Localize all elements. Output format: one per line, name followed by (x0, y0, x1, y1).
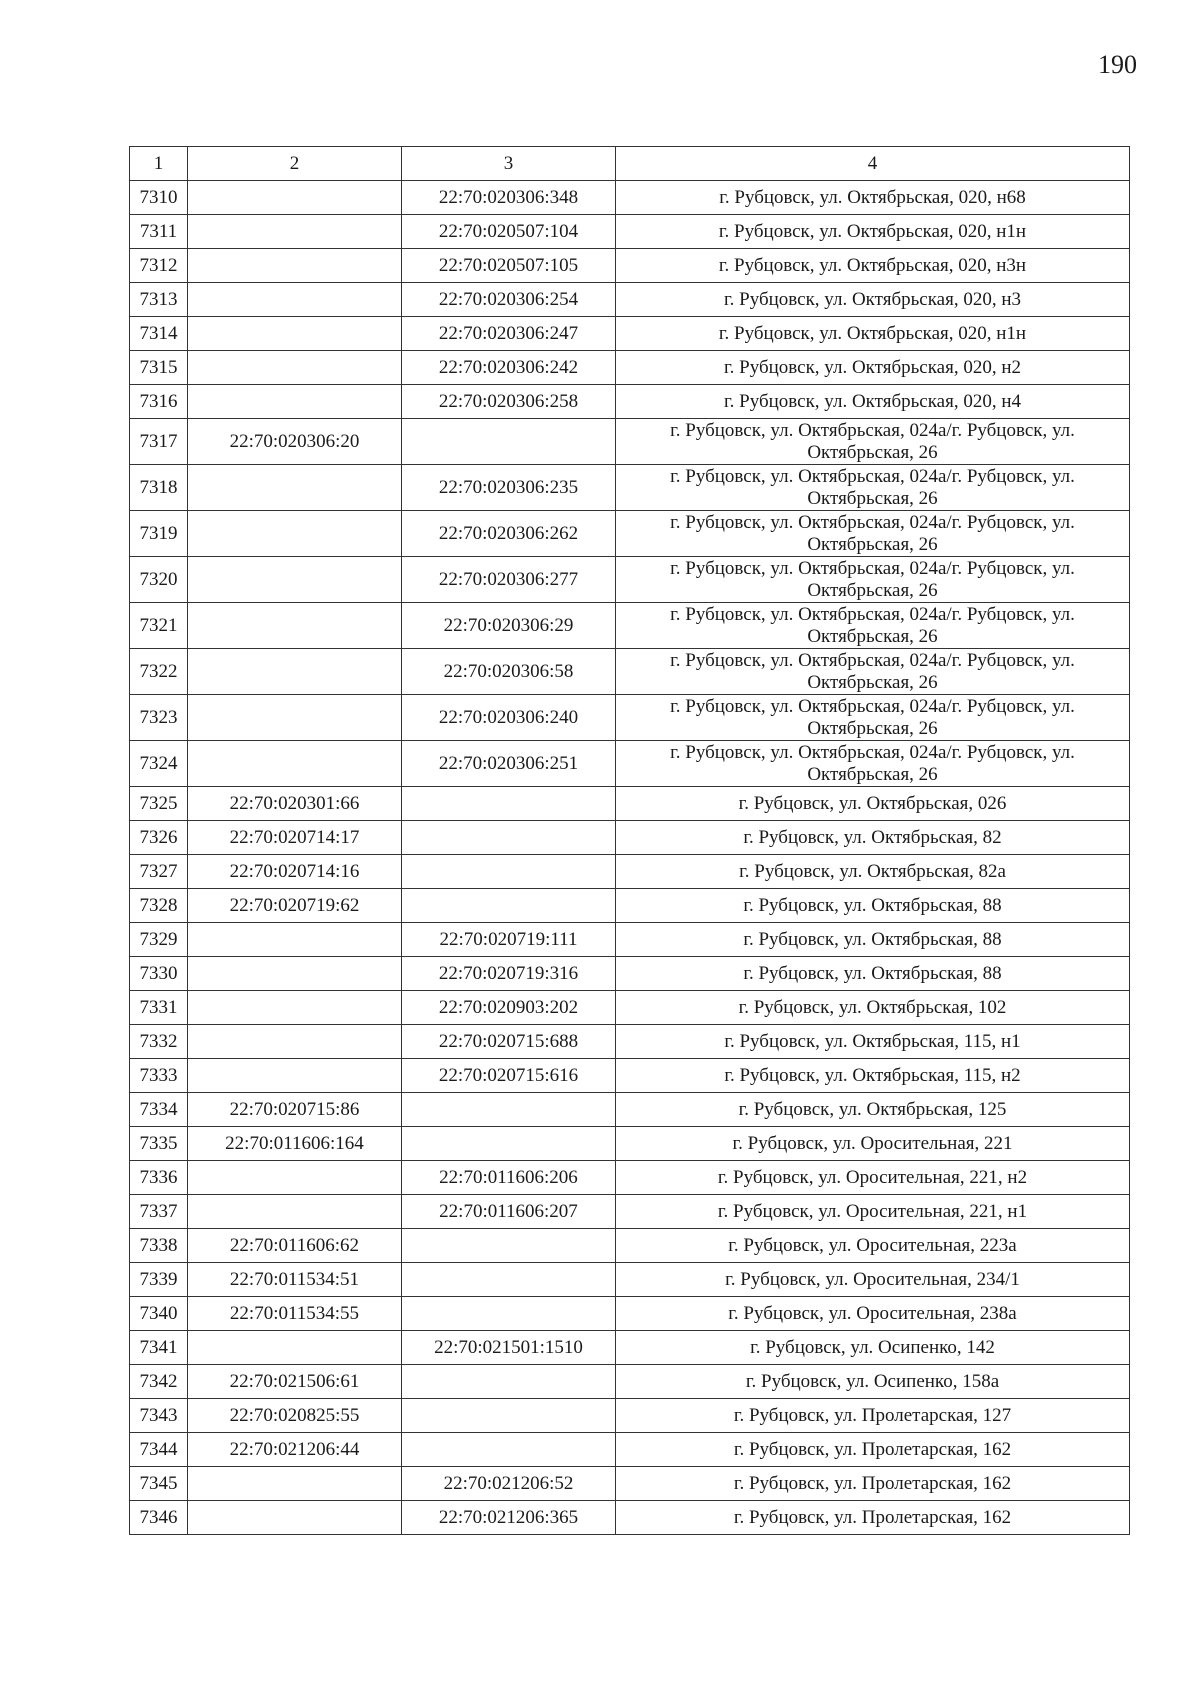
cadastral-number-cell: 22:70:020825:55 (188, 1399, 402, 1433)
row-number-cell: 7333 (130, 1059, 188, 1093)
address-cell: г. Рубцовск, ул. Октябрьская, 88 (616, 923, 1130, 957)
cadastral-number-cell: 22:70:020306:240 (402, 695, 616, 741)
table-row (130, 1093, 1130, 1127)
table-row (130, 511, 1130, 557)
cadastral-number-cell (402, 1127, 616, 1161)
table-row (130, 957, 1130, 991)
cadastral-number-cell (188, 695, 402, 741)
table-row (130, 215, 1130, 249)
row-number-cell: 7340 (130, 1297, 188, 1331)
cadastral-number-cell (402, 1263, 616, 1297)
cadastral-number-cell: 22:70:011534:55 (188, 1297, 402, 1331)
row-number-cell: 7336 (130, 1161, 188, 1195)
row-number-cell: 7314 (130, 317, 188, 351)
table-row (130, 1467, 1130, 1501)
row-number-cell: 7326 (130, 821, 188, 855)
address-cell: г. Рубцовск, ул. Октябрьская, 024а/г. Рубцовск, ул. Октябрьская, 26 (616, 603, 1130, 649)
cadastral-number-cell: 22:70:021506:61 (188, 1365, 402, 1399)
address-cell: г. Рубцовск, ул. Оросительная, 221, н1 (616, 1195, 1130, 1229)
row-number-cell: 7337 (130, 1195, 188, 1229)
row-number-cell: 7341 (130, 1331, 188, 1365)
address-cell: г. Рубцовск, ул. Пролетарская, 162 (616, 1467, 1130, 1501)
table-row (130, 1229, 1130, 1263)
row-number-cell: 7342 (130, 1365, 188, 1399)
row-number-cell: 7316 (130, 385, 188, 419)
address-cell: г. Рубцовск, ул. Октябрьская, 020, н68 (616, 181, 1130, 215)
property-registry-table (129, 146, 1130, 1535)
address-cell: г. Рубцовск, ул. Октябрьская, 020, н1н (616, 215, 1130, 249)
row-number-cell: 7313 (130, 283, 188, 317)
table-row (130, 385, 1130, 419)
address-cell: г. Рубцовск, ул. Оросительная, 234/1 (616, 1263, 1130, 1297)
cadastral-number-cell: 22:70:021206:365 (402, 1501, 616, 1535)
cadastral-number-cell (188, 465, 402, 511)
address-cell: г. Рубцовск, ул. Пролетарская, 162 (616, 1433, 1130, 1467)
table-row (130, 465, 1130, 511)
address-cell: г. Рубцовск, ул. Октябрьская, 88 (616, 889, 1130, 923)
address-cell: г. Рубцовск, ул. Октябрьская, 115, н1 (616, 1025, 1130, 1059)
table-row (130, 1025, 1130, 1059)
table-row (130, 249, 1130, 283)
cadastral-number-cell: 22:70:020714:16 (188, 855, 402, 889)
cadastral-number-cell: 22:70:020306:262 (402, 511, 616, 557)
table-row (130, 1127, 1130, 1161)
cadastral-number-cell: 22:70:020507:105 (402, 249, 616, 283)
cadastral-number-cell: 22:70:020719:62 (188, 889, 402, 923)
cadastral-number-cell: 22:70:020306:58 (402, 649, 616, 695)
cadastral-number-cell (402, 1229, 616, 1263)
cadastral-number-cell (188, 1025, 402, 1059)
row-number-cell: 7317 (130, 419, 188, 465)
table-row (130, 419, 1130, 465)
cadastral-number-cell (188, 351, 402, 385)
table-row (130, 649, 1130, 695)
cadastral-number-cell (188, 1501, 402, 1535)
cadastral-number-cell: 22:70:020306:235 (402, 465, 616, 511)
row-number-cell: 7339 (130, 1263, 188, 1297)
cadastral-number-cell (188, 991, 402, 1025)
row-number-cell: 7334 (130, 1093, 188, 1127)
cadastral-number-cell: 22:70:020714:17 (188, 821, 402, 855)
address-cell: г. Рубцовск, ул. Октябрьская, 020, н3 (616, 283, 1130, 317)
cadastral-number-cell: 22:70:020903:202 (402, 991, 616, 1025)
cadastral-number-cell: 22:70:020306:20 (188, 419, 402, 465)
table-row (130, 1297, 1130, 1331)
cadastral-number-cell (402, 1365, 616, 1399)
table-row (130, 1331, 1130, 1365)
cadastral-number-cell (402, 1433, 616, 1467)
row-number-cell: 7331 (130, 991, 188, 1025)
row-number-cell: 7310 (130, 181, 188, 215)
row-number-cell: 7345 (130, 1467, 188, 1501)
cadastral-number-cell: 22:70:020715:616 (402, 1059, 616, 1093)
header-cell: 3 (402, 147, 616, 181)
header-cell: 1 (130, 147, 188, 181)
address-cell: г. Рубцовск, ул. Октябрьская, 88 (616, 957, 1130, 991)
row-number-cell: 7320 (130, 557, 188, 603)
address-cell: г. Рубцовск, ул. Октябрьская, 024а/г. Рубцовск, ул. Октябрьская, 26 (616, 649, 1130, 695)
cadastral-number-cell: 22:70:020306:29 (402, 603, 616, 649)
table-row (130, 283, 1130, 317)
table-row (130, 923, 1130, 957)
page-number: 190 (1098, 50, 1137, 79)
table-row (130, 889, 1130, 923)
address-cell: г. Рубцовск, ул. Октябрьская, 125 (616, 1093, 1130, 1127)
cadastral-number-cell (402, 889, 616, 923)
table-row (130, 1433, 1130, 1467)
cadastral-number-cell: 22:70:020306:348 (402, 181, 616, 215)
cadastral-number-cell: 22:70:011606:206 (402, 1161, 616, 1195)
cadastral-number-cell: 22:70:011606:207 (402, 1195, 616, 1229)
cadastral-number-cell: 22:70:020715:86 (188, 1093, 402, 1127)
cadastral-number-cell: 22:70:020507:104 (402, 215, 616, 249)
address-cell: г. Рубцовск, ул. Оросительная, 238а (616, 1297, 1130, 1331)
header-cell: 2 (188, 147, 402, 181)
address-cell: г. Рубцовск, ул. Осипенко, 158а (616, 1365, 1130, 1399)
cadastral-number-cell: 22:70:021206:52 (402, 1467, 616, 1501)
row-number-cell: 7311 (130, 215, 188, 249)
row-number-cell: 7346 (130, 1501, 188, 1535)
cadastral-number-cell (188, 317, 402, 351)
table-row (130, 821, 1130, 855)
cadastral-number-cell (188, 215, 402, 249)
cadastral-number-cell (188, 649, 402, 695)
cadastral-number-cell (402, 1297, 616, 1331)
address-cell: г. Рубцовск, ул. Пролетарская, 127 (616, 1399, 1130, 1433)
cadastral-number-cell: 22:70:020306:277 (402, 557, 616, 603)
cadastral-number-cell (402, 821, 616, 855)
cadastral-number-cell (188, 557, 402, 603)
cadastral-number-cell (188, 1467, 402, 1501)
table-row (130, 603, 1130, 649)
address-cell: г. Рубцовск, ул. Октябрьская, 102 (616, 991, 1130, 1025)
address-cell: г. Рубцовск, ул. Осипенко, 142 (616, 1331, 1130, 1365)
address-cell: г. Рубцовск, ул. Октябрьская, 024а/г. Рубцовск, ул. Октябрьская, 26 (616, 419, 1130, 465)
address-cell: г. Рубцовск, ул. Оросительная, 221 (616, 1127, 1130, 1161)
row-number-cell: 7325 (130, 787, 188, 821)
row-number-cell: 7343 (130, 1399, 188, 1433)
cadastral-number-cell (188, 385, 402, 419)
cadastral-number-cell (188, 283, 402, 317)
cadastral-number-cell (188, 1195, 402, 1229)
cadastral-number-cell (402, 855, 616, 889)
table-row (130, 855, 1130, 889)
row-number-cell: 7329 (130, 923, 188, 957)
table-row (130, 1263, 1130, 1297)
address-cell: г. Рубцовск, ул. Октябрьская, 024а/г. Рубцовск, ул. Октябрьская, 26 (616, 511, 1130, 557)
row-number-cell: 7338 (130, 1229, 188, 1263)
cadastral-number-cell (188, 511, 402, 557)
table-body (130, 181, 1130, 1535)
address-cell: г. Рубцовск, ул. Октябрьская, 020, н1н (616, 317, 1130, 351)
address-cell: г. Рубцовск, ул. Октябрьская, 82 (616, 821, 1130, 855)
row-number-cell: 7315 (130, 351, 188, 385)
address-cell: г. Рубцовск, ул. Пролетарская, 162 (616, 1501, 1130, 1535)
address-cell: г. Рубцовск, ул. Октябрьская, 82а (616, 855, 1130, 889)
address-cell: г. Рубцовск, ул. Октябрьская, 020, н3н (616, 249, 1130, 283)
table-header-row (130, 147, 1130, 181)
table-row (130, 741, 1130, 787)
row-number-cell: 7328 (130, 889, 188, 923)
table-row (130, 1501, 1130, 1535)
address-cell: г. Рубцовск, ул. Октябрьская, 024а/г. Рубцовск, ул. Октябрьская, 26 (616, 465, 1130, 511)
cadastral-number-cell (188, 249, 402, 283)
cadastral-number-cell: 22:70:020719:316 (402, 957, 616, 991)
row-number-cell: 7318 (130, 465, 188, 511)
row-number-cell: 7321 (130, 603, 188, 649)
cadastral-number-cell (188, 957, 402, 991)
row-number-cell: 7327 (130, 855, 188, 889)
row-number-cell: 7335 (130, 1127, 188, 1161)
cadastral-number-cell (188, 1331, 402, 1365)
row-number-cell: 7324 (130, 741, 188, 787)
table-row (130, 317, 1130, 351)
row-number-cell: 7319 (130, 511, 188, 557)
cadastral-number-cell (402, 1093, 616, 1127)
row-number-cell: 7332 (130, 1025, 188, 1059)
address-cell: г. Рубцовск, ул. Оросительная, 221, н2 (616, 1161, 1130, 1195)
table-row (130, 557, 1130, 603)
cadastral-number-cell (188, 741, 402, 787)
table-row (130, 1059, 1130, 1093)
address-cell: г. Рубцовск, ул. Октябрьская, 020, н4 (616, 385, 1130, 419)
address-cell: г. Рубцовск, ул. Октябрьская, 020, н2 (616, 351, 1130, 385)
table-row (130, 1161, 1130, 1195)
cadastral-number-cell: 22:70:011606:62 (188, 1229, 402, 1263)
cadastral-number-cell: 22:70:011606:164 (188, 1127, 402, 1161)
header-cell: 4 (616, 147, 1130, 181)
cadastral-number-cell (188, 923, 402, 957)
cadastral-number-cell (402, 1399, 616, 1433)
cadastral-number-cell: 22:70:020715:688 (402, 1025, 616, 1059)
cadastral-number-cell: 22:70:020719:111 (402, 923, 616, 957)
cadastral-number-cell (188, 181, 402, 215)
cadastral-number-cell: 22:70:021501:1510 (402, 1331, 616, 1365)
cadastral-number-cell: 22:70:020306:254 (402, 283, 616, 317)
address-cell: г. Рубцовск, ул. Октябрьская, 024а/г. Рубцовск, ул. Октябрьская, 26 (616, 695, 1130, 741)
cadastral-number-cell (188, 1161, 402, 1195)
cadastral-number-cell (402, 419, 616, 465)
cadastral-number-cell: 22:70:020306:251 (402, 741, 616, 787)
address-cell: г. Рубцовск, ул. Оросительная, 223а (616, 1229, 1130, 1263)
cadastral-number-cell: 22:70:020306:258 (402, 385, 616, 419)
cadastral-number-cell: 22:70:021206:44 (188, 1433, 402, 1467)
address-cell: г. Рубцовск, ул. Октябрьская, 115, н2 (616, 1059, 1130, 1093)
address-cell: г. Рубцовск, ул. Октябрьская, 026 (616, 787, 1130, 821)
cadastral-number-cell: 22:70:020306:247 (402, 317, 616, 351)
row-number-cell: 7322 (130, 649, 188, 695)
row-number-cell: 7330 (130, 957, 188, 991)
table-row (130, 1399, 1130, 1433)
cadastral-number-cell (188, 1059, 402, 1093)
table-row (130, 787, 1130, 821)
address-cell: г. Рубцовск, ул. Октябрьская, 024а/г. Рубцовск, ул. Октябрьская, 26 (616, 741, 1130, 787)
row-number-cell: 7323 (130, 695, 188, 741)
cadastral-number-cell: 22:70:020306:242 (402, 351, 616, 385)
table-row (130, 1365, 1130, 1399)
table-row (130, 991, 1130, 1025)
cadastral-number-cell: 22:70:020301:66 (188, 787, 402, 821)
table-row (130, 695, 1130, 741)
table-row (130, 181, 1130, 215)
cadastral-number-cell (188, 603, 402, 649)
table-row (130, 351, 1130, 385)
cadastral-number-cell: 22:70:011534:51 (188, 1263, 402, 1297)
row-number-cell: 7312 (130, 249, 188, 283)
table-row (130, 1195, 1130, 1229)
address-cell: г. Рубцовск, ул. Октябрьская, 024а/г. Рубцовск, ул. Октябрьская, 26 (616, 557, 1130, 603)
cadastral-number-cell (402, 787, 616, 821)
row-number-cell: 7344 (130, 1433, 188, 1467)
